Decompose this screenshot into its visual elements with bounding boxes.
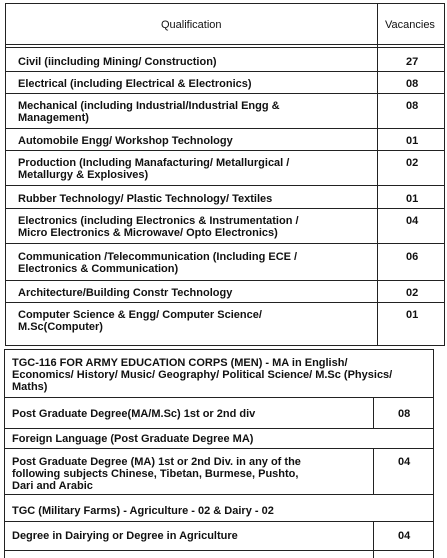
row-divider bbox=[6, 128, 444, 129]
row-qualification: Automobile Engg/ Workshop Technology bbox=[18, 135, 233, 147]
row-qualification: Mechanical (including Industrial/Industrial Engg & Management) bbox=[18, 100, 280, 124]
row-divider bbox=[5, 521, 433, 522]
row-vacancies: 08 bbox=[406, 78, 419, 90]
row-vacancies: 01 bbox=[406, 135, 419, 147]
army-education-corps-table bbox=[4, 349, 434, 558]
header-vacancies: Vacancies bbox=[385, 19, 435, 31]
row-qualification: Foreign Language (Post Graduate Degree MA) bbox=[12, 433, 254, 445]
row-qualification: Computer Science & Engg/ Computer Science/ M.Sc(Computer) bbox=[18, 309, 262, 333]
header-qualification: Qualification bbox=[161, 19, 222, 31]
row-divider bbox=[6, 302, 444, 303]
row-vacancies: 02 bbox=[406, 287, 419, 299]
row-divider bbox=[5, 494, 433, 495]
section-title: TGC-116 FOR ARMY EDUCATION CORPS (MEN) - MA in English/ Economics/ History/ Music/ Geography/ Political Science/ M.Sc (Physics/ Maths) bbox=[12, 357, 393, 393]
row-divider bbox=[6, 208, 444, 209]
header-rule bbox=[6, 47, 444, 48]
row-divider bbox=[5, 550, 433, 551]
header-rule bbox=[6, 44, 444, 45]
row-qualification: Post Graduate Degree(MA/M.Sc) 1st or 2nd div bbox=[12, 408, 256, 420]
column-divider bbox=[373, 522, 374, 558]
row-vacancies: 01 bbox=[406, 309, 419, 321]
row-qualification: Architecture/Building Constr Technology bbox=[18, 287, 233, 299]
column-divider bbox=[373, 449, 374, 494]
row-divider bbox=[5, 428, 433, 429]
row-divider bbox=[5, 448, 433, 449]
row-divider bbox=[6, 150, 444, 151]
row-qualification: Production (Including Manafacturing/ Metallurgical / Metallurgy & Explosives) bbox=[18, 157, 290, 181]
qualification-vacancies-table bbox=[5, 3, 445, 346]
row-vacancies: 04 bbox=[398, 456, 411, 468]
row-qualification: Civil (iincluding Mining/ Construction) bbox=[18, 56, 217, 68]
row-qualification: Degree in Dairying or Degree in Agriculture bbox=[12, 530, 238, 542]
row-qualification: TGC (Military Farms) - Agriculture - 02 & Dairy - 02 bbox=[12, 505, 274, 517]
row-qualification: Rubber Technology/ Plastic Technology/ Textiles bbox=[18, 193, 273, 205]
row-qualification: Communication /Telecommunication (Including ECE / Electronics & Communication) bbox=[18, 251, 298, 275]
row-vacancies: 04 bbox=[398, 530, 411, 542]
row-divider bbox=[5, 397, 433, 398]
row-vacancies: 27 bbox=[406, 56, 419, 68]
row-qualification: Post Graduate Degree (MA) 1st or 2nd Div. in any of the following subjects Chinese, Tibetan, Burmese, Pushto, Dari and Arabic bbox=[12, 456, 301, 492]
row-vacancies: 02 bbox=[406, 157, 419, 169]
row-divider bbox=[6, 93, 444, 94]
row-divider bbox=[6, 280, 444, 281]
row-divider bbox=[6, 185, 444, 186]
row-divider bbox=[6, 243, 444, 244]
row-vacancies: 06 bbox=[406, 251, 419, 263]
row-vacancies: 01 bbox=[406, 193, 419, 205]
row-qualification: Electronics (including Electronics & Instrumentation / Micro Electronics & Microwave/ Opto Electronics) bbox=[18, 215, 299, 239]
row-vacancies: 08 bbox=[406, 100, 419, 112]
row-vacancies: 08 bbox=[398, 408, 411, 420]
row-qualification: Electrical (including Electrical & Electronics) bbox=[18, 78, 252, 90]
column-divider bbox=[373, 398, 374, 428]
row-vacancies: 04 bbox=[406, 215, 419, 227]
column-divider bbox=[377, 4, 378, 345]
row-divider bbox=[6, 71, 444, 72]
